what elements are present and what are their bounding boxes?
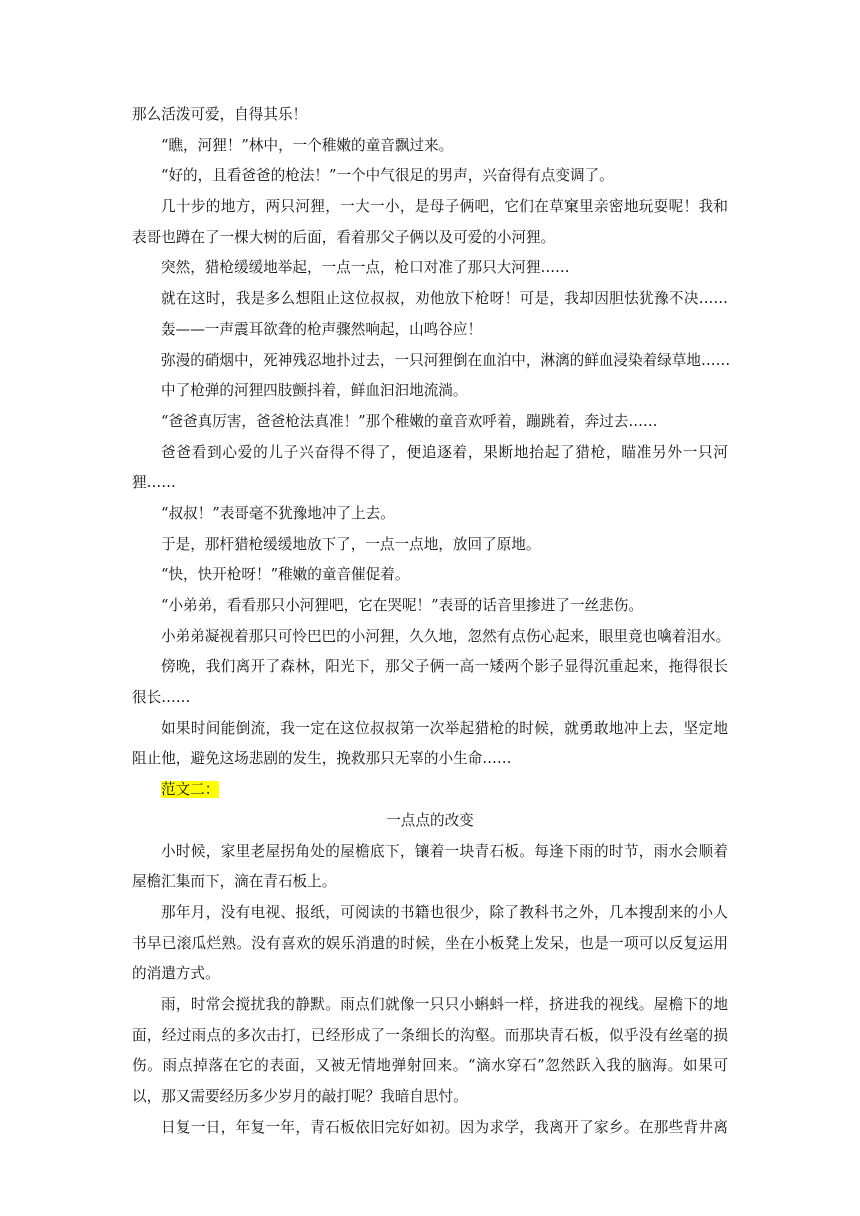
text-line: 就在这时，我是多么想阻止这位叔叔，劝他放下枪呀！可是，我却因胆怯犹豫不决…… — [161, 290, 728, 308]
text-line: 很长…… — [132, 689, 191, 707]
text-line: 伤。雨点掉落在它的表面，又被无情地弹射回来。“滴水穿石”忽然跃入我的脑海。如果可 — [132, 1057, 728, 1075]
text-line: “爸爸真厉害，爸爸枪法真准！”那个稚嫩的童音欢呼着，蹦跳着，奔过去…… — [161, 412, 658, 430]
text-line: 狸…… — [132, 474, 176, 492]
text-line: 如果时间能倒流，我一定在这位叔叔第一次举起猎枪的时候，就勇敢地冲上去，坚定地 — [161, 719, 728, 737]
text-line: 那年月，没有电视、报纸，可阅读的书籍也很少，除了教科书之外，几本搜刮来的小人 — [161, 903, 728, 921]
text-line: 突然，猎枪缓缓地举起，一点一点，枪口对准了那只大河狸…… — [161, 259, 570, 277]
text-line: 于是，那杆猎枪缓缓地放下了，一点一点地，放回了原地。 — [161, 535, 541, 553]
text-line: “叔叔！”表哥毫不犹豫地冲了上去。 — [161, 504, 395, 522]
text-line: 爸爸看到心爱的儿子兴奋得不得了，便追逐着，果断地抬起了猎枪，瞄准另外一只河 — [161, 443, 728, 461]
text-line: 阻止他，避免这场悲剧的发生，挽救那只无辜的小生命…… — [132, 750, 512, 768]
text-line: 那么活泼可爱，自得其乐！ — [132, 106, 308, 123]
text-line: 小时候，家里老屋拐角处的屋檐底下，镶着一块青石板。每逢下雨的时节，雨水会顺着 — [161, 842, 728, 860]
essay-text — [132, 100, 731, 1143]
text-line: 傍晚，我们离开了森林，阳光下，那父子俩一高一矮两个影子显得沉重起来，拖得很长 — [161, 658, 728, 676]
text-line: “瞧，河狸！”林中，一个稚嫩的童音飘过来。 — [161, 136, 454, 154]
text-line: 屋檐汇集而下，滴在青石板上。 — [132, 873, 337, 891]
text-line: “小弟弟，看看那只小河狸吧，它在哭呢！”表哥的话音里掺进了一丝悲伤。 — [161, 597, 643, 614]
text-line: 轰——一声震耳欲聋的枪声骤然响起，山鸣谷应！ — [161, 320, 483, 338]
text-line: 书早已滚瓜烂熟。没有喜欢的娱乐消遣的时候，坐在小板凳上发呆，也是一项可以反复运用 — [132, 934, 728, 952]
text-line: 几十步的地方，两只河狸，一大一小，是母子俩吧，它们在草窠里亲密地玩耍呢！我和 — [161, 198, 728, 216]
essay-title: 一点点的改变 — [386, 811, 474, 829]
text-line: 弥漫的硝烟中，死神残忍地扑过去，一只河狸倒在血泊中，淋漓的鲜血浸染着绿草地…… — [161, 351, 731, 369]
text-line: 雨，时常会搅扰我的静默。雨点们就像一只只小蝌蚪一样，挤进我的视线。屋檐下的地 — [161, 995, 728, 1013]
text-line: 面，经过雨点的多次击打，已经形成了一条细长的沟壑。而那块青石板，似乎没有丝毫的损 — [132, 1026, 728, 1044]
section-heading — [132, 775, 728, 806]
text-line: 小弟弟凝视着那只可怜巴巴的小河狸，久久地，忽然有点伤心起来，眼里竟也噙着泪水。 — [161, 627, 731, 645]
highlighted-label: 范文二： — [161, 781, 220, 799]
text-line: 以，那又需要经历多少岁月的敲打呢？我暗自思忖。 — [132, 1088, 468, 1105]
text-line: 日复一日，年复一年，青石板依旧完好如初。因为求学，我离开了家乡。在那些背井离 — [161, 1118, 728, 1136]
text-line: “快，快开枪呀！”稚嫩的童音催促着。 — [161, 566, 410, 584]
text-line: 中了枪弹的河狸四肢颤抖着，鲜血汩汩地流淌。 — [161, 382, 468, 400]
text-line: 表哥也蹲在了一棵大树的后面，看着那父子俩以及可爱的小河狸。 — [132, 228, 556, 246]
text-line: “好的，且看爸爸的枪法！”一个中气很足的男声，兴奋得有点变调了。 — [161, 167, 614, 185]
text-line: 的消遣方式。 — [132, 965, 220, 983]
